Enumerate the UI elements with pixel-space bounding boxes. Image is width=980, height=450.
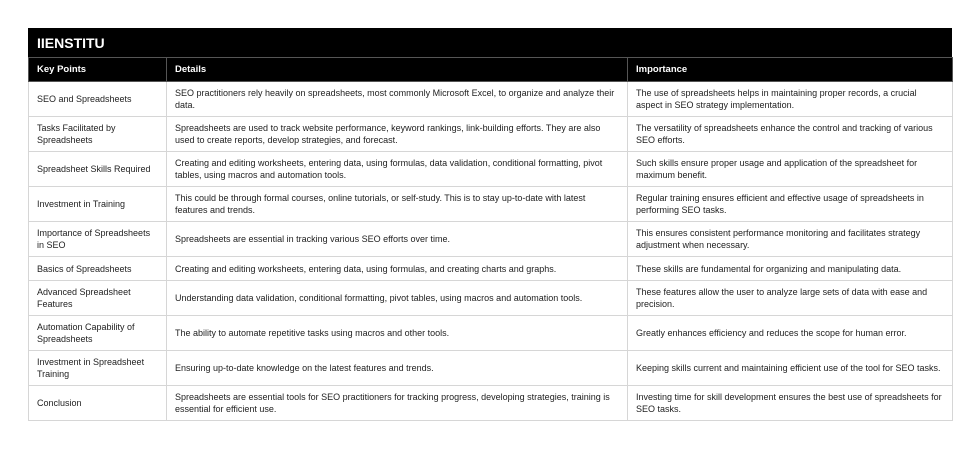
table-row: [29, 281, 953, 316]
cell-importance: These skills are fundamental for organizing and manipulating data.: [628, 257, 953, 281]
cell-importance: Such skills ensure proper usage and application of the spreadsheet for maximum benefit.: [628, 152, 953, 187]
cell-importance: The use of spreadsheets helps in maintaining proper records, a crucial aspect in SEO strategy implementation.: [628, 82, 953, 117]
table-header-row: [29, 58, 953, 82]
cell-key: Investment in Spreadsheet Training: [29, 351, 167, 386]
cell-importance: Keeping skills current and maintaining efficient use of the tool for SEO tasks.: [628, 351, 953, 386]
table-row: [29, 117, 953, 152]
cell-key: Advanced Spreadsheet Features: [29, 281, 167, 316]
cell-details: The ability to automate repetitive tasks using macros and other tools.: [167, 316, 628, 351]
cell-key: Automation Capability of Spreadsheets: [29, 316, 167, 351]
cell-importance: Investing time for skill development ensures the best use of spreadsheets for SEO tasks.: [628, 386, 953, 421]
cell-details: Ensuring up-to-date knowledge on the latest features and trends.: [167, 351, 628, 386]
cell-key: Conclusion: [29, 386, 167, 421]
cell-details: Spreadsheets are essential tools for SEO practitioners for tracking progress, developing strategies, training is essential for efficient use.: [167, 386, 628, 421]
table-row: [29, 351, 953, 386]
cell-details: Creating and editing worksheets, entering data, using formulas, and creating charts and graphs.: [167, 257, 628, 281]
cell-importance: Regular training ensures efficient and effective usage of spreadsheets in performing SEO tasks.: [628, 187, 953, 222]
cell-details: Understanding data validation, conditional formatting, pivot tables, using macros and automation tools.: [167, 281, 628, 316]
cell-key: SEO and Spreadsheets: [29, 82, 167, 117]
header-key-points: Key Points: [29, 58, 167, 82]
header-details: Details: [167, 58, 628, 82]
cell-key: Importance of Spreadsheets in SEO: [29, 222, 167, 257]
cell-importance: These features allow the user to analyze large sets of data with ease and precision.: [628, 281, 953, 316]
table-row: [29, 222, 953, 257]
cell-importance: Greatly enhances efficiency and reduces the scope for human error.: [628, 316, 953, 351]
cell-key: Basics of Spreadsheets: [29, 257, 167, 281]
content-table-wrapper: [28, 28, 952, 421]
table-row: [29, 316, 953, 351]
key-points-table: [28, 57, 953, 421]
cell-details: Spreadsheets are essential in tracking various SEO efforts over time.: [167, 222, 628, 257]
table-row: [29, 82, 953, 117]
table-row: [29, 257, 953, 281]
cell-importance: This ensures consistent performance monitoring and facilitates strategy adjustment when necessary.: [628, 222, 953, 257]
cell-details: Creating and editing worksheets, entering data, using formulas, data validation, conditional formatting, pivot tables, using macros and automation tools.: [167, 152, 628, 187]
cell-key: Spreadsheet Skills Required: [29, 152, 167, 187]
cell-key: Investment in Training: [29, 187, 167, 222]
cell-details: This could be through formal courses, online tutorials, or self-study. This is to stay up-to-date with latest features and trends.: [167, 187, 628, 222]
cell-details: SEO practitioners rely heavily on spreadsheets, most commonly Microsoft Excel, to organize and analyze their data.: [167, 82, 628, 117]
table-row: [29, 187, 953, 222]
header-importance: Importance: [628, 58, 953, 82]
cell-details: Spreadsheets are used to track website performance, keyword rankings, link-building efforts. They are also used to create reports, develop strategies, and forecast.: [167, 117, 628, 152]
cell-importance: The versatility of spreadsheets enhance the control and tracking of various SEO efforts.: [628, 117, 953, 152]
cell-key: Tasks Facilitated by Spreadsheets: [29, 117, 167, 152]
brand-title: IIENSTITU: [28, 28, 952, 57]
table-row: [29, 152, 953, 187]
table-row: [29, 386, 953, 421]
